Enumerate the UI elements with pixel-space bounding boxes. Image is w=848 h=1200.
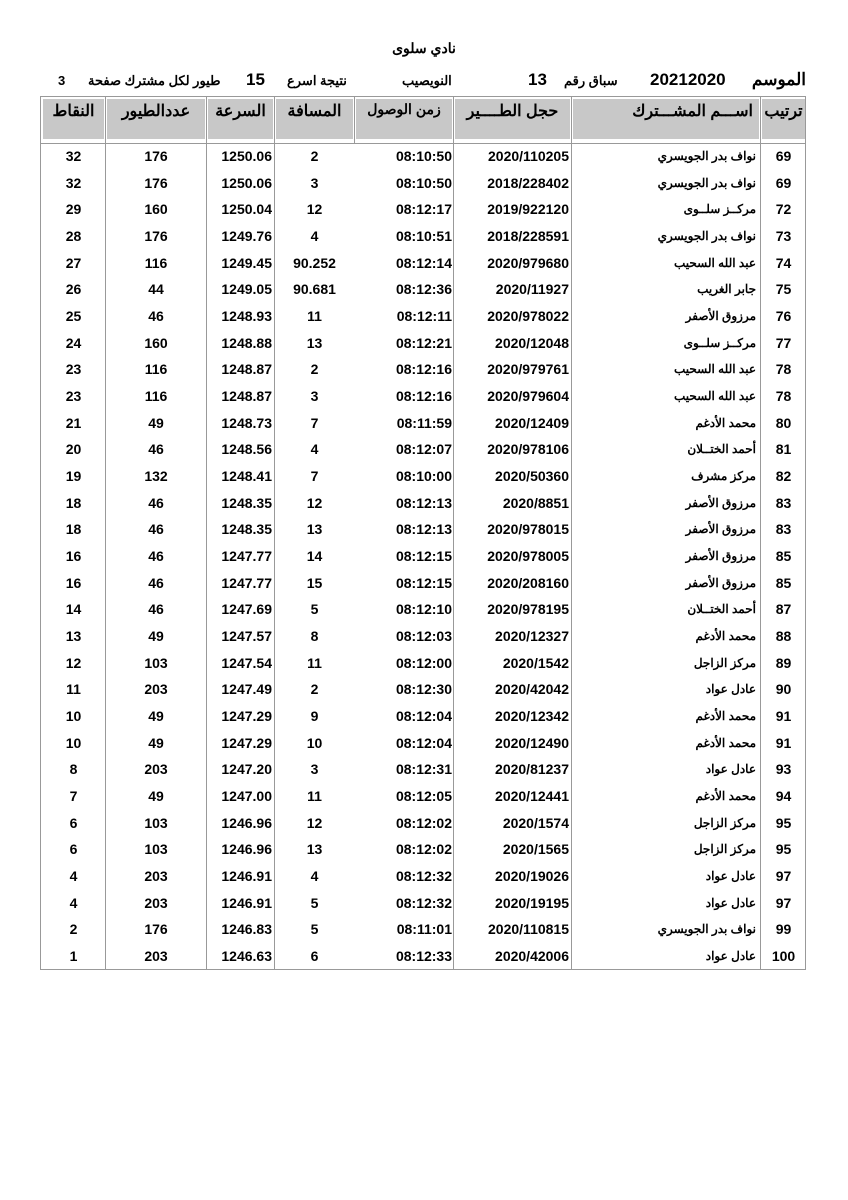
cell-birds: 176 xyxy=(144,921,168,938)
cell-distance: 3 xyxy=(310,761,319,778)
cell-points: 19 xyxy=(65,468,82,485)
cell-points: 25 xyxy=(65,308,82,325)
cell-name: مركز الزاجل xyxy=(693,655,756,670)
col-header-points: النقاط xyxy=(43,99,104,139)
table-row xyxy=(41,356,807,382)
cell-points: 14 xyxy=(65,601,82,618)
cell-ring: 2020/110205 xyxy=(488,148,569,164)
cell-name: مركز الزاجل xyxy=(693,815,756,830)
cell-points: 6 xyxy=(69,841,78,858)
cell-birds: 103 xyxy=(144,654,168,671)
cell-distance: 3 xyxy=(310,388,319,405)
table-row xyxy=(41,383,807,409)
cell-distance: 2 xyxy=(310,681,319,698)
table-row xyxy=(41,436,807,462)
cell-time: 08:10:50 xyxy=(395,148,452,164)
cell-birds: 49 xyxy=(148,414,164,431)
cell-rank: 85 xyxy=(775,548,792,565)
cell-ring: 2020/979680 xyxy=(487,254,569,271)
cell-points: 23 xyxy=(65,388,82,405)
cell-points: 4 xyxy=(69,894,78,911)
table-row xyxy=(41,863,807,889)
cell-birds: 203 xyxy=(144,868,168,885)
cell-name: عادل عواد xyxy=(705,682,756,697)
result-label: نتيجة اسرع xyxy=(287,73,347,88)
cell-speed: 1246.96 xyxy=(221,841,272,858)
cell-speed: 1246.63 xyxy=(221,948,272,965)
table-row xyxy=(41,676,807,702)
cell-speed: 1247.54 xyxy=(221,654,272,671)
cell-rank: 83 xyxy=(775,521,792,538)
cell-name: مرزوق الأصفر xyxy=(685,495,756,510)
table-row xyxy=(41,543,807,569)
cell-ring: 2020/978005 xyxy=(487,548,569,565)
cell-points: 16 xyxy=(65,548,82,565)
cell-distance: 5 xyxy=(310,601,319,618)
col-header-birds: عددالطيور xyxy=(107,99,205,139)
cell-speed: 1248.35 xyxy=(221,494,272,511)
cell-rank: 89 xyxy=(775,654,792,671)
cell-rank: 81 xyxy=(775,441,792,458)
cell-rank: 97 xyxy=(775,894,792,911)
cell-time: 08:12:16 xyxy=(395,361,452,378)
cell-ring: 2020/42042 xyxy=(495,681,569,698)
cell-rank: 77 xyxy=(775,334,792,351)
cell-ring: 2020/978106 xyxy=(487,441,569,458)
cell-birds: 46 xyxy=(148,574,164,591)
cell-ring: 2020/978195 xyxy=(487,601,569,618)
cell-speed: 1248.41 xyxy=(221,468,272,485)
cell-distance: 3 xyxy=(310,174,319,191)
cell-distance: 11 xyxy=(307,308,322,325)
cell-name: عبد الله السحيب xyxy=(674,362,756,377)
cell-birds: 46 xyxy=(148,308,164,325)
table-row xyxy=(41,703,807,729)
cell-distance: 12 xyxy=(306,494,323,511)
cell-birds: 49 xyxy=(148,788,164,805)
cell-ring: 2020/12342 xyxy=(495,708,569,725)
cell-birds: 44 xyxy=(148,281,164,298)
cell-rank: 94 xyxy=(775,788,792,805)
col-header-name: اســـم المشـــترك xyxy=(573,99,759,139)
cell-rank: 83 xyxy=(775,494,792,511)
cell-speed: 1250.04 xyxy=(221,201,272,218)
table-row xyxy=(41,783,807,809)
cell-speed: 1247.57 xyxy=(221,628,272,645)
cell-distance: 14 xyxy=(306,548,323,565)
cell-speed: 1249.76 xyxy=(221,228,272,244)
season-value: 20212020 xyxy=(650,70,726,89)
cell-speed: 1248.88 xyxy=(221,334,272,351)
cell-rank: 97 xyxy=(775,868,792,885)
table-row xyxy=(41,890,807,916)
club-title: نادي سلوى xyxy=(392,40,456,56)
cell-points: 4 xyxy=(69,868,78,885)
cell-name: أحمد الختــلان xyxy=(687,602,756,617)
cell-speed: 1247.49 xyxy=(221,681,272,698)
cell-time: 08:12:00 xyxy=(395,654,452,671)
cell-rank: 76 xyxy=(775,308,792,325)
cell-birds: 46 xyxy=(148,548,164,565)
cell-rank: 88 xyxy=(775,628,792,645)
cell-points: 20 xyxy=(65,441,82,458)
cell-ring: 2020/110815 xyxy=(488,921,569,938)
cell-rank: 80 xyxy=(775,414,792,431)
cell-ring: 2019/922120 xyxy=(487,201,569,218)
table-row xyxy=(41,250,807,276)
cell-ring: 2020/978015 xyxy=(487,521,569,538)
cell-birds: 203 xyxy=(144,761,168,778)
cell-ring: 2020/208160 xyxy=(487,574,569,591)
table-row xyxy=(41,596,807,622)
cell-distance: 4 xyxy=(310,868,319,885)
table-row xyxy=(41,170,807,196)
cell-speed: 1246.91 xyxy=(221,868,272,885)
cell-points: 10 xyxy=(65,708,82,725)
cell-speed: 1246.96 xyxy=(221,814,272,831)
cell-speed: 1249.45 xyxy=(221,254,272,271)
cell-time: 08:12:07 xyxy=(395,441,452,458)
cell-distance: 12 xyxy=(306,814,323,831)
table-row xyxy=(41,836,807,862)
cell-speed: 1246.91 xyxy=(221,894,272,911)
cell-time: 08:12:13 xyxy=(395,494,452,511)
cell-name: عادل عواد xyxy=(705,762,756,777)
cell-speed: 1250.06 xyxy=(221,148,272,164)
table-row xyxy=(41,916,807,942)
table-row xyxy=(41,650,807,676)
cell-distance: 2 xyxy=(310,148,319,164)
cell-points: 7 xyxy=(69,788,78,805)
cell-name: مركــز سلــوى xyxy=(683,202,756,217)
col-header-speed: السرعة xyxy=(208,99,273,139)
cell-time: 08:12:33 xyxy=(395,948,452,965)
cell-speed: 1248.87 xyxy=(221,361,272,378)
cell-time: 08:12:30 xyxy=(395,681,452,698)
cell-name: عبد الله السحيب xyxy=(674,389,756,404)
cell-birds: 203 xyxy=(144,948,168,965)
cell-ring: 2020/8851 xyxy=(502,494,569,511)
cell-name: جابر الغريب xyxy=(697,282,756,297)
cell-ring: 2020/42006 xyxy=(495,948,569,965)
cell-points: 29 xyxy=(65,201,82,218)
cell-speed: 1248.93 xyxy=(221,308,272,325)
season-label: الموسم xyxy=(751,70,806,89)
per-member-label: طيور لكل مشترك صفحة xyxy=(88,73,221,88)
cell-name: محمد الأدغم xyxy=(695,789,756,804)
cell-time: 08:12:32 xyxy=(395,894,452,911)
cell-birds: 46 xyxy=(148,441,164,458)
cell-time: 08:12:15 xyxy=(395,574,452,591)
cell-speed: 1248.35 xyxy=(221,521,272,538)
cell-time: 08:12:36 xyxy=(395,281,452,298)
cell-points: 16 xyxy=(65,574,82,591)
cell-speed: 1246.83 xyxy=(221,921,272,938)
cell-points: 2 xyxy=(69,921,78,938)
cell-ring: 2020/1542 xyxy=(502,654,569,671)
cell-birds: 116 xyxy=(144,361,168,378)
cell-points: 32 xyxy=(65,174,82,191)
cell-points: 11 xyxy=(66,681,81,698)
cell-distance: 9 xyxy=(310,708,319,725)
cell-name: عبد الله السحيب xyxy=(674,255,756,270)
cell-points: 21 xyxy=(65,414,82,431)
cell-birds: 103 xyxy=(144,841,168,858)
cell-rank: 72 xyxy=(775,201,792,218)
race-number: 13 xyxy=(528,70,547,89)
cell-distance: 6 xyxy=(310,948,319,965)
race-label: سباق رقم xyxy=(564,73,618,88)
cell-points: 13 xyxy=(65,628,82,645)
cell-time: 08:12:13 xyxy=(395,521,452,538)
cell-ring: 2020/1565 xyxy=(502,841,569,858)
cell-name: مرزوق الأصفر xyxy=(685,549,756,564)
cell-time: 08:12:32 xyxy=(395,868,452,885)
race-location: النويصيب xyxy=(402,73,452,88)
cell-speed: 1248.87 xyxy=(221,388,272,405)
cell-points: 18 xyxy=(65,521,82,538)
cell-birds: 46 xyxy=(148,494,164,511)
cell-birds: 49 xyxy=(148,734,164,751)
cell-points: 10 xyxy=(65,734,82,751)
cell-name: مرزوق الأصفر xyxy=(685,309,756,324)
table-row xyxy=(41,223,807,249)
cell-points: 12 xyxy=(65,654,82,671)
column-divider xyxy=(354,97,355,144)
cell-rank: 69 xyxy=(775,148,792,164)
cell-ring: 2020/12490 xyxy=(495,734,569,751)
cell-time: 08:12:21 xyxy=(395,334,452,351)
table-row xyxy=(41,410,807,436)
cell-name: نواف بدر الجويسري xyxy=(657,175,756,190)
cell-time: 08:10:51 xyxy=(395,228,452,244)
cell-ring: 2020/12048 xyxy=(495,334,569,351)
cell-birds: 176 xyxy=(144,148,168,164)
cell-time: 08:12:15 xyxy=(395,548,452,565)
cell-name: مركز الزاجل xyxy=(693,842,756,857)
cell-distance: 10 xyxy=(306,734,323,751)
cell-birds: 160 xyxy=(144,201,168,218)
fastest-count: 15 xyxy=(246,70,265,89)
cell-rank: 73 xyxy=(775,228,792,244)
cell-speed: 1247.69 xyxy=(221,601,272,618)
cell-speed: 1247.77 xyxy=(221,574,272,591)
col-header-distance: المسافة xyxy=(276,99,353,139)
cell-ring: 2020/81237 xyxy=(495,761,569,778)
cell-birds: 203 xyxy=(144,894,168,911)
table-row xyxy=(41,730,807,756)
cell-distance: 8 xyxy=(310,628,319,645)
cell-distance: 7 xyxy=(310,414,319,431)
col-header-ring: حجل الطــــير xyxy=(455,99,570,139)
cell-ring: 2020/12441 xyxy=(495,788,569,805)
cell-ring: 2020/50360 xyxy=(495,468,569,485)
cell-rank: 85 xyxy=(775,574,792,591)
cell-time: 08:12:04 xyxy=(395,734,452,751)
cell-speed: 1247.00 xyxy=(221,788,272,805)
cell-speed: 1249.05 xyxy=(221,281,272,298)
cell-ring: 2020/19026 xyxy=(495,868,569,885)
cell-name: مركــز سلــوى xyxy=(683,335,756,350)
cell-birds: 103 xyxy=(144,814,168,831)
cell-distance: 11 xyxy=(307,654,322,671)
cell-birds: 46 xyxy=(148,521,164,538)
cell-name: نواف بدر الجويسري xyxy=(657,229,756,243)
cell-ring: 2020/978022 xyxy=(487,308,569,325)
cell-time: 08:12:11 xyxy=(396,308,452,325)
table-row xyxy=(41,490,807,516)
cell-name: مرزوق الأصفر xyxy=(685,522,756,537)
cell-ring: 2020/12327 xyxy=(495,628,569,645)
cell-ring: 2018/228402 xyxy=(487,174,569,191)
cell-points: 28 xyxy=(65,228,82,244)
cell-points: 26 xyxy=(65,281,82,298)
cell-distance: 13 xyxy=(306,334,323,351)
cell-speed: 1250.06 xyxy=(221,174,272,191)
cell-name: عادل عواد xyxy=(705,949,756,964)
cell-points: 18 xyxy=(65,494,82,511)
cell-rank: 99 xyxy=(775,921,792,938)
cell-points: 1 xyxy=(69,948,78,965)
cell-ring: 2020/1574 xyxy=(502,814,569,831)
cell-name: مرزوق الأصفر xyxy=(685,575,756,590)
table-row xyxy=(41,330,807,356)
cell-birds: 116 xyxy=(144,388,168,405)
cell-ring: 2020/19195 xyxy=(495,894,569,911)
table-row xyxy=(41,943,807,969)
cell-rank: 74 xyxy=(775,254,792,271)
cell-distance: 2 xyxy=(310,361,319,378)
cell-name: عادل عواد xyxy=(705,869,756,884)
table-row xyxy=(41,570,807,596)
cell-time: 08:10:50 xyxy=(395,174,452,191)
cell-rank: 90 xyxy=(775,681,792,698)
table-row xyxy=(41,303,807,329)
cell-distance: 7 xyxy=(310,468,319,485)
cell-rank: 78 xyxy=(775,388,792,405)
cell-points: 27 xyxy=(65,254,82,271)
cell-distance: 5 xyxy=(310,921,319,938)
cell-time: 08:12:04 xyxy=(395,708,452,725)
cell-name: مركز مشرف xyxy=(691,469,756,484)
cell-distance: 12 xyxy=(306,201,323,218)
cell-distance: 5 xyxy=(310,894,319,911)
cell-birds: 46 xyxy=(148,601,164,618)
cell-distance: 15 xyxy=(306,574,323,591)
cell-ring: 2018/228591 xyxy=(487,228,569,244)
cell-name: محمد الأدغم xyxy=(695,735,756,750)
cell-speed: 1248.73 xyxy=(221,414,272,431)
cell-time: 08:12:17 xyxy=(395,201,452,218)
cell-ring: 2020/11927 xyxy=(495,281,569,298)
table-row xyxy=(41,623,807,649)
cell-rank: 75 xyxy=(775,281,792,298)
cell-points: 23 xyxy=(65,361,82,378)
cell-time: 08:12:10 xyxy=(395,601,452,618)
cell-rank: 91 xyxy=(775,708,792,725)
cell-birds: 49 xyxy=(148,628,164,645)
cell-speed: 1247.77 xyxy=(221,548,272,565)
cell-rank: 91 xyxy=(775,734,792,751)
cell-speed: 1248.56 xyxy=(221,441,272,458)
cell-speed: 1247.20 xyxy=(221,761,272,778)
cell-birds: 176 xyxy=(144,174,168,191)
cell-rank: 87 xyxy=(775,601,792,618)
table-row xyxy=(41,756,807,782)
cell-rank: 95 xyxy=(775,814,792,831)
cell-points: 6 xyxy=(69,814,78,831)
cell-points: 24 xyxy=(65,334,82,351)
table-row xyxy=(41,196,807,222)
cell-birds: 203 xyxy=(144,681,168,698)
results-table xyxy=(40,96,806,970)
cell-birds: 116 xyxy=(144,254,168,271)
cell-time: 08:12:31 xyxy=(395,761,452,778)
cell-name: محمد الأدغم xyxy=(695,415,756,430)
cell-birds: 160 xyxy=(144,334,168,351)
col-header-time: زمن الوصول xyxy=(356,99,452,139)
cell-ring: 2020/979761 xyxy=(487,361,569,378)
cell-name: محمد الأدغم xyxy=(695,629,756,644)
page-number: 3 xyxy=(58,73,66,88)
cell-speed: 1247.29 xyxy=(221,708,272,725)
cell-time: 08:12:05 xyxy=(395,788,452,805)
cell-time: 08:12:02 xyxy=(395,814,452,831)
cell-rank: 82 xyxy=(775,468,792,485)
cell-time: 08:11:01 xyxy=(396,921,452,938)
cell-time: 08:12:02 xyxy=(395,841,452,858)
cell-ring: 2020/979604 xyxy=(487,388,569,405)
cell-rank: 100 xyxy=(771,948,796,965)
cell-time: 08:12:14 xyxy=(395,254,452,271)
col-header-rank: ترتيب xyxy=(762,99,805,139)
cell-name: أحمد الختــلان xyxy=(687,442,756,457)
cell-time: 08:12:16 xyxy=(395,388,452,405)
cell-name: عادل عواد xyxy=(705,895,756,910)
cell-name: محمد الأدغم xyxy=(695,709,756,724)
cell-rank: 93 xyxy=(775,761,792,778)
cell-distance: 4 xyxy=(310,228,319,244)
cell-rank: 78 xyxy=(775,361,792,378)
cell-distance: 4 xyxy=(310,441,319,458)
cell-distance: 13 xyxy=(306,841,323,858)
cell-distance: 90.681 xyxy=(293,281,336,298)
cell-distance: 13 xyxy=(306,521,323,538)
cell-time: 08:10:00 xyxy=(395,468,452,485)
cell-distance: 90.252 xyxy=(293,254,336,271)
cell-points: 8 xyxy=(69,761,78,778)
cell-birds: 49 xyxy=(148,708,164,725)
table-row xyxy=(41,810,807,836)
cell-rank: 69 xyxy=(775,174,792,191)
cell-ring: 2020/12409 xyxy=(495,414,569,431)
cell-time: 08:12:03 xyxy=(395,628,452,645)
cell-speed: 1247.29 xyxy=(221,734,272,751)
cell-name: نواف بدر الجويسري xyxy=(657,149,756,163)
cell-rank: 95 xyxy=(775,841,792,858)
cell-points: 32 xyxy=(65,148,82,164)
table-row xyxy=(41,463,807,489)
cell-birds: 132 xyxy=(144,468,168,485)
cell-distance: 11 xyxy=(307,788,322,805)
table-row xyxy=(41,516,807,542)
cell-name: نواف بدر الجويسري xyxy=(657,922,756,937)
table-row xyxy=(41,143,807,169)
cell-time: 08:11:59 xyxy=(396,414,452,431)
table-row xyxy=(41,276,807,302)
cell-birds: 176 xyxy=(144,228,168,244)
